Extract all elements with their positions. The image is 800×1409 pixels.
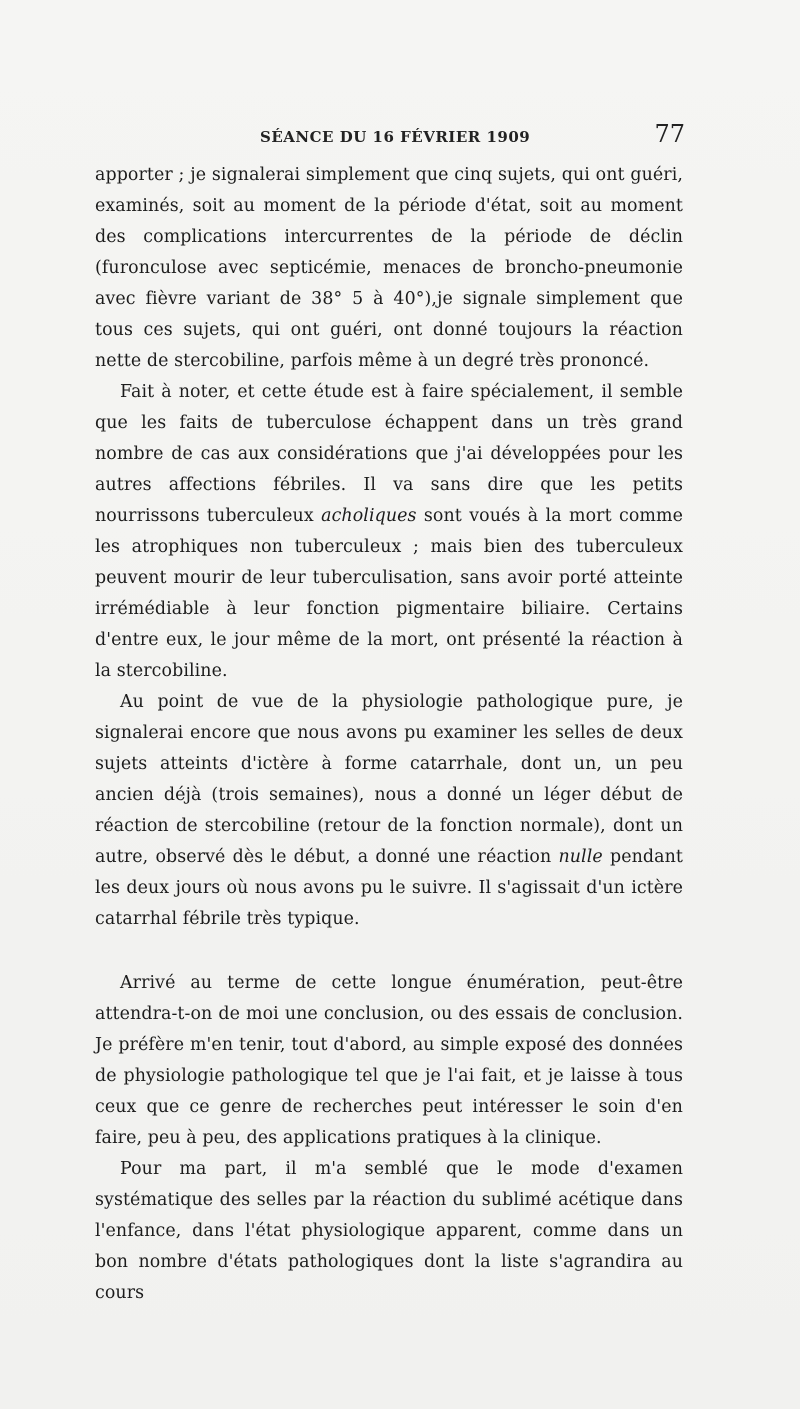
paragraph-1 (95, 160, 683, 377)
paragraph-4-text: Arrivé au terme de cette longue énumération, peut-être attendra-t-on de moi une conclusion, ou des essais de conclusion. Je préfère m'en tenir, tout d'abord, au simple exposé des données de physiologie pathologique tel que je l'ai fait, et je laisse à tous ceux que ce genre de recherches peut intéresser le soin d'en faire, peu à peu, des applications pratiques à la clinique. (95, 973, 683, 1148)
paragraph-3-text-b: pendant les deux jours où nous avons pu le suivre. Il s'agissait d'un ictère catarrhal fébrile très typique. (95, 847, 683, 929)
paragraph-2 (95, 377, 683, 687)
paragraph-3-text-a: Au point de vue de la physiologie pathologique pure, je signalerai encore que nous avons pu examiner les selles de deux sujets atteints d'ictère à forme catarrhale, dont un, un peu ancien déjà (trois semaines), nous a donné un léger début de réaction de stercobiline (retour de la fonction normale), dont un autre, observé dès le début, a donné une réaction (95, 692, 683, 867)
italic-term-acholiques: acholiques (321, 506, 417, 526)
paragraph-1-text: apporter ; je signalerai simplement que cinq sujets, qui ont guéri, examinés, soit au moment de la période d'état, soit au moment des complications intercurrentes de la période de déclin (furonculose avec septicémie, menaces de broncho-pneumonie avec fièvre variant de 38° 5 à 40°),je signale simplement que tous ces sujets, qui ont guéri, ont donné toujours la réaction nette de stercobiline, parfois même à un degré très prononcé. (95, 165, 683, 371)
paragraph-5 (95, 1154, 683, 1309)
italic-term-nulle: nulle (558, 847, 603, 867)
paragraph-4 (95, 968, 683, 1154)
paragraph-3 (95, 687, 683, 935)
paragraph-2-text-a: Fait à noter, et cette étude est à faire spécialement, il semble que les faits de tuberculose échappent dans un très grand nombre de cas aux considérations que j'ai développées pour les autres affections fébriles. Il va sans dire que les petits nourrissons tuberculeux (95, 382, 683, 526)
page-number: 77 (654, 120, 685, 148)
page-header (95, 118, 685, 150)
running-title: SÉANCE DU 16 FÉVRIER 1909 (260, 128, 531, 146)
paragraph-5-text: Pour ma part, il m'a semblé que le mode d'examen systématique des selles par la réaction du sublimé acétique dans l'enfance, dans l'état physiologique apparent, comme dans un bon nombre d'états pathologiques dont la liste s'agrandira au cours (95, 1159, 683, 1303)
body-text (95, 160, 683, 1309)
paragraph-2-text-b: sont voués à la mort comme les atrophiques non tuberculeux ; mais bien des tuberculeux peuvent mourir de leur tuberculisation, sans avoir porté atteinte irrémédiable à leur fonction pigmentaire biliaire. Certains d'entre eux, le jour même de la mort, ont présenté la réaction à la stercobiline. (95, 506, 683, 681)
